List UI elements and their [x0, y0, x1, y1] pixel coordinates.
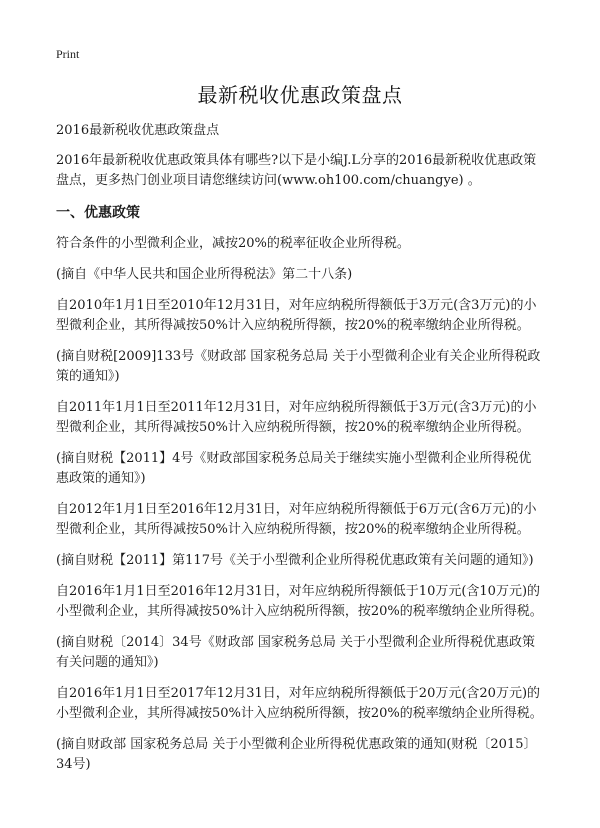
- policy-paragraph: 符合条件的小型微利企业，减按20%的税率征收企业所得税。: [56, 236, 410, 251]
- policy-paragraph: 自2011年1月1日至2011年12月31日，对年应纳税所得额低于3万元(含3万元)的小型微利企业，其所得减按50%计入应纳税所得额，按20%的税率缴纳企业所得税。: [56, 400, 537, 435]
- citation-paragraph: (摘自财税〔2014〕34号《财政部 国家税务总局 关于小型微利企业所得税优惠政策有关问题的通知》): [56, 635, 535, 670]
- citation-paragraph: (摘自财税【2011】4号《财政部国家税务总局关于继续实施小型微利企业所得税优惠政策的通知》): [56, 451, 532, 486]
- print-link[interactable]: Print: [56, 47, 80, 61]
- page-title: 最新税收优惠政策盘点: [197, 83, 403, 107]
- citation-paragraph: (摘自财政部 国家税务总局 关于小型微利企业所得税优惠政策的通知(财税〔2015〕34号): [56, 737, 537, 772]
- citation-paragraph: (摘自财税【2011】第117号《关于小型微利企业所得税优惠政策有关问题的通知》): [56, 553, 534, 568]
- article-body: [56, 121, 544, 786]
- policy-paragraph: 自2016年1月1日至2016年12月31日，对年应纳税所得额低于10万元(含10万元)的小型微利企业，其所得减按50%计入应纳税所得额，按20%的税率缴纳企业所得税。: [56, 584, 543, 619]
- intro-paragraph: 2016年最新税收优惠政策具体有哪些?以下是小编J.L分享的2016最新税收优惠政策盘点，更多热门创业项目请您继续访问(www.oh100.com/chuangye) 。: [56, 153, 537, 188]
- policy-paragraph: 自2016年1月1日至2017年12月31日，对年应纳税所得额低于20万元(含20万元)的小型微利企业，其所得减按50%计入应纳税所得额，按20%的税率缴纳企业所得税。: [56, 686, 543, 721]
- article-subtitle: 2016最新税收优惠政策盘点: [56, 123, 220, 138]
- citation-paragraph: (摘自《中华人民共和国企业所得税法》第二十八条): [56, 267, 353, 282]
- citation-paragraph: (摘自财税[2009]133号《财政部 国家税务总局 关于小型微利企业有关企业所得税政策的通知》): [56, 349, 541, 384]
- policy-paragraph: 自2010年1月1日至2010年12月31日，对年应纳税所得额低于3万元(含3万元)的小型微利企业，其所得减按50%计入应纳税所得额，按20%的税率缴纳企业所得税。: [56, 298, 537, 333]
- policy-paragraph: 自2012年1月1日至2016年12月31日，对年应纳税所得额低于6万元(含6万元)的小型微利企业，其所得减按50%计入应纳税所得额，按20%的税率缴纳企业所得税。: [56, 502, 537, 537]
- section-heading: 一、优惠政策: [56, 205, 140, 221]
